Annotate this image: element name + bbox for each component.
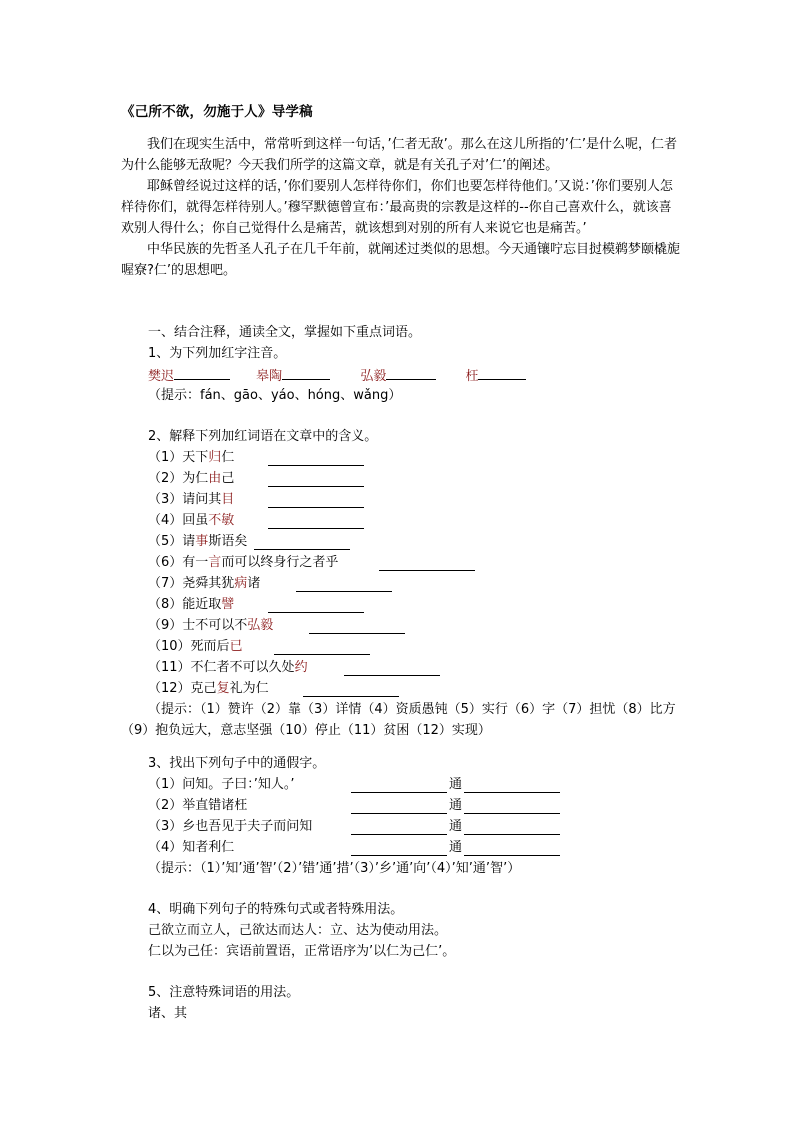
intro-paragraph-3: 中华民族的先哲圣人孔子在几千年前，就阐述过类似的思想。今天通镶咛忘目挝模鹈梦颐橇旎喔寮?仁’的思想吧。 [121,242,681,278]
answer-blank[interactable] [282,364,330,380]
answer-blank[interactable] [309,618,405,634]
q1-word-3: 弘毅 [360,369,387,384]
answer-blank[interactable] [464,798,560,814]
q2-item: （2）为仁由己 [148,468,234,489]
answer-blank[interactable] [296,576,392,592]
q3-hint: （提示：（1）’知’通’智’（2）’错’通’措’（3）’乡’通’向’（4）’知’通’智’） [148,861,521,876]
answer-blank[interactable] [351,798,447,814]
answer-blank[interactable] [268,471,364,487]
answer-blank[interactable] [274,639,370,655]
answer-blank[interactable] [344,660,440,676]
answer-blank[interactable] [351,777,447,793]
answer-blank[interactable] [268,450,364,466]
q2-item: （1）天下归仁 [148,447,234,468]
answer-blank[interactable] [303,681,399,697]
q2-item: （10）死而后已 [148,636,243,657]
answer-blank[interactable] [386,364,436,380]
q3-item: （2）举直错诸枉 通 [148,795,247,816]
answer-blank[interactable] [478,364,526,380]
answer-blank[interactable] [379,555,475,571]
page-title: 《己所不欲，勿施于人》导学稿 [121,104,313,120]
answer-blank[interactable] [464,777,560,793]
q5-heading: 5、注意特殊词语的用法。 [148,985,300,1000]
q2-item: （9）士不可以不弘毅 [148,615,273,636]
q1-heading: 1、为下列加红字注音。 [148,346,287,361]
answer-blank[interactable] [351,840,447,856]
answer-blank[interactable] [464,840,560,856]
answer-blank[interactable] [268,597,364,613]
q3-item: （3）乡也吾见于夫子而问知 通 [148,816,312,837]
q3-item: （1）问知。子曰：’知人。’ 通 [148,774,295,795]
q2-item: （11）不仁者不可以久处约 [148,657,308,678]
intro-text [121,134,681,281]
intro-paragraph-2: 耶稣曾经说过这样的话，’你们要别人怎样待你们，你们也要怎样待他们。’又说：’你们要别人怎样待你们，就得怎样待别人。’穆罕默德曾宣布：’最高贵的宗教是这样的--你自己喜欢什么，就该喜欢别人得什么；你自己觉得什么是痛苦，就该想到对别的所有人来说它也是痛苦。’ [121,179,673,236]
answer-blank[interactable] [268,513,364,529]
answer-blank[interactable] [464,819,560,835]
q4-heading: 4、明确下列句子的特殊句式或者特殊用法。 [148,902,404,917]
q2-hint: （提示：（1）赞许（2）靠（3）详情（4）资质愚钝（5）实行（6）字（7）担忧（8）比方（9）抱负远大，意志坚强（10）停止（11）贫困（12）实现） [121,702,676,738]
q5-line-1: 诸、其 [148,1006,188,1021]
q3-heading: 3、找出下列句子中的通假字。 [148,756,326,771]
answer-blank[interactable] [268,492,364,508]
q2-item: （4）回虽不敏 [148,510,234,531]
q1-word-2: 皋陶 [256,369,283,384]
section1-heading: 一、结合注释，通读全文，掌握如下重点词语。 [148,325,422,340]
q2-item: （6）有一言而可以终身行之者乎 [148,552,338,573]
q2-item: （12）克己复礼为仁 [148,678,269,699]
q4-line-2: 仁以为己任：宾语前置语，正常语序为’以仁为己仁’。 [148,944,456,959]
q4-line-1: 己欲立而立人，己欲达而达人：立、达为使动用法。 [148,923,448,938]
answer-blank[interactable] [174,364,230,380]
q1-items [148,364,526,387]
q1-word-1: 樊迟 [148,369,175,384]
intro-paragraph-1: 我们在现实生活中，常常听到这样一句话，’仁者无敌’。那么在这儿所指的’仁’是什么呢，仁者为什么能够无敌呢？今天我们所学的这篇文章，就是有关孔子对’仁’的阐述。 [121,137,678,173]
q2-item: （3）请问其目 [148,489,234,510]
q2-item: （8）能近取譬 [148,594,234,615]
q2-heading: 2、解释下列加红词语在文章中的含义。 [148,429,378,444]
q1-hint: （提示：fán、gāo、yáo、hóng、wǎng） [148,388,402,403]
q3-item: （4）知者利仁 通 [148,837,234,858]
q1-word-4: 枉 [465,369,479,384]
answer-blank[interactable] [351,819,447,835]
q2-item: （5）请事斯语矣 [148,531,247,552]
answer-blank[interactable] [254,534,350,550]
q2-item: （7）尧舜其犹病诸 [148,573,260,594]
